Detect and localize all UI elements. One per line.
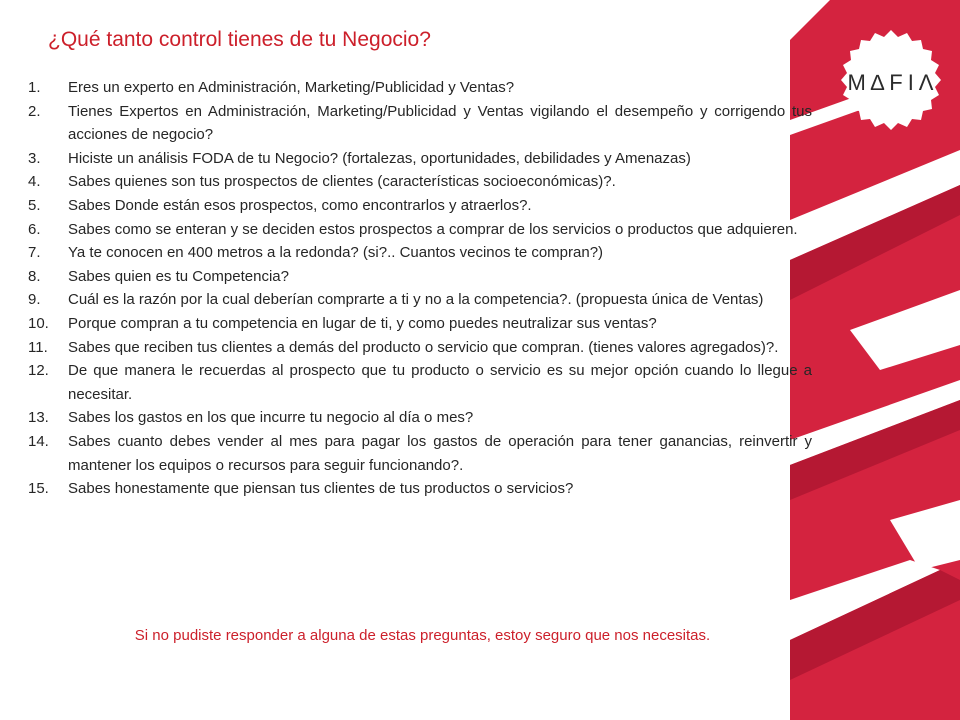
question-number: 9. — [28, 291, 41, 309]
question-number: 10. — [28, 314, 49, 332]
question-text: Sabes quien es tu Competencia? — [68, 267, 289, 285]
question-item — [28, 241, 812, 265]
question-number: 12. — [28, 362, 49, 380]
question-text: Eres un experto en Administración, Marketing/Publicidad y Ventas? — [68, 79, 515, 96]
question-text: De que manera le recuerdas al prospecto que tu producto o servicio es su mejor opción cuando lo llegue a necesitar. — [68, 362, 812, 403]
question-item — [28, 406, 812, 430]
question-number: 2. — [28, 102, 41, 120]
question-number: 4. — [28, 173, 41, 191]
question-number: 8. — [28, 267, 41, 285]
question-item — [28, 265, 812, 289]
footer-note: Si no pudiste responder a alguna de estas preguntas, estoy seguro que nos necesitas. — [134, 627, 711, 644]
question-number: 6. — [28, 220, 41, 238]
question-number: 7. — [28, 244, 41, 262]
question-item — [28, 430, 812, 477]
question-number: 15. — [28, 480, 49, 498]
question-text: Sabes como se enteran y se deciden estos prospectos a comprar de los servicios o productos que adquieren. — [68, 220, 798, 238]
question-item — [28, 359, 812, 406]
question-item — [28, 147, 812, 171]
slide-title: ¿Qué tanto control tienes de tu Negocio? — [48, 28, 431, 51]
question-item — [28, 477, 812, 501]
question-number: 13. — [28, 409, 49, 427]
question-item — [28, 288, 812, 312]
question-text: Sabes los gastos en los que incurre tu negocio al día o mes? — [68, 409, 474, 427]
question-item — [28, 336, 812, 360]
question-list — [28, 76, 812, 501]
mafia-logo: M∆FIΛ — [847, 70, 939, 95]
question-text: Porque compran a tu competencia en lugar de ti, y como puedes neutralizar sus ventas? — [68, 314, 657, 332]
question-item — [28, 312, 812, 336]
question-text: Sabes quienes son tus prospectos de clientes (características socioeconómicas)?. — [68, 173, 616, 191]
question-number: 11. — [28, 338, 48, 356]
question-number: 1. — [28, 79, 41, 96]
question-item — [28, 100, 812, 147]
question-text: Ya te conocen en 400 metros a la redonda? (si?.. Cuantos vecinos te compran?) — [68, 244, 604, 262]
question-item — [28, 170, 812, 194]
question-text: Sabes cuanto debes vender al mes para pagar los gastos de operación para tener ganancias, reinvertir y mantener los equipos o recursos para seguir funcionando?. — [68, 432, 812, 474]
question-text: Sabes que reciben tus clientes a demás del producto o servicio que compran. (tienes valores agregados)?. — [68, 338, 779, 356]
question-item — [28, 218, 812, 242]
question-item — [28, 76, 812, 100]
question-text: Tienes Expertos en Administración, Marketing/Publicidad y Ventas vigilando el desempeño y corrigendo tus acciones de negocio? — [68, 102, 812, 144]
question-number: 3. — [28, 149, 41, 167]
question-text: Cuál es la razón por la cual deberían comprarte a ti y no a la competencia?. (propuesta única de Ventas) — [68, 291, 764, 309]
question-item — [28, 194, 812, 218]
question-number: 14. — [28, 432, 49, 450]
question-number: 5. — [28, 196, 41, 214]
question-text: Sabes Donde están esos prospectos, como encontrarlos y atraerlos?. — [68, 196, 532, 214]
question-text: Sabes honestamente que piensan tus clientes de tus productos o servicios? — [68, 480, 574, 498]
question-text: Hiciste un análisis FODA de tu Negocio? (fortalezas, oportunidades, debilidades y Amenazas) — [68, 149, 691, 167]
